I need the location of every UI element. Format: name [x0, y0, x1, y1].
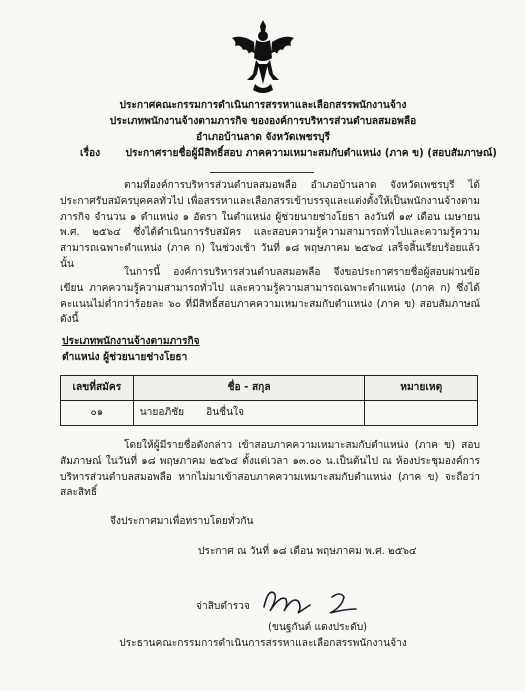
position-label: ตำแหน่ง ผู้ช่วยนายช่างโยธา [62, 352, 188, 363]
signer-title: ประธานคณะกรรมการดำเนินการสรรหาและเลือกสรรพนักงานจ้าง [119, 638, 407, 649]
header-line-3: อำเภอบ้านลาด จังหวัดเพชรบุรี [196, 132, 330, 143]
cell-name [133, 401, 365, 426]
candidate-table [60, 375, 478, 426]
cell-remark [365, 401, 478, 426]
table-row [61, 401, 478, 426]
cell-application-no: ๐๑ [61, 401, 134, 426]
subject-text: ประกาศรายชื่อผู้มีสิทธิ์สอบ ภาคความเหมาะสมกับตำแหน่ง (ภาค ข) (สอบสัมภาษณ์) [125, 148, 497, 159]
signature-prefix: จ่าสิบตำรวจ [196, 601, 250, 612]
table-header-row [61, 376, 478, 401]
subject-line [80, 146, 497, 162]
body-paragraph-1: ตามที่องค์การบริหารส่วนตำบลสมอพลือ อำเภอบ้านลาด จังหวัดเพชรบุรี ได้ประกาศรับสมัครบุคคลทั่วไป เพื่อสรรหาและเลือกสรรเข้าบรรจุและแต่งตั้งให้เป็นพนักงานจ้างตามภารกิจ จำนวน ๑ ตำแหน่ง ๑ อัตรา ในตำแหน่ง ผู้ช่วยนายช่างโยธา ลงวันที่ ๑๙ เดือน เมษายน พ.ศ. ๒๕๖๔ ซึ่งได้ดำเนินการรับสมัคร และสอบความรู้ความสามารถทั่วไปและความรู้ความสามารถเฉพาะตำแหน่ง (ภาค ก) ในช่วงเช้า วันที่ ๑๘ พฤษภาคม ๒๕๖๔ เสร็จสิ้นเรียบร้อยแล้ว นั้น [60, 180, 480, 271]
body-paragraph-3: โดยให้ผู้มีรายชื่อดังกล่าว เข้าสอบภาคความเหมาะสมกับตำแหน่ง (ภาค ข) สอบสัมภาษณ์ ในวันที่ ๑๘ พฤษภาคม ๒๕๖๔ ตั้งแต่เวลา ๑๓.๐๐ น.เป็นต้นไป ณ ห้องประชุมองค์การบริหารส่วนตำบลสมอพลือ หากไม่มาเข้าสอบภาคความเหมาะสมกับตำแหน่ง (ภาค ข) จะถือว่าสละสิทธิ์ [60, 440, 480, 499]
header-line-2: ประเภทพนักงานจ้างตามภารกิจ ขององค์การบริหารส่วนตำบลสมอพลือ [109, 116, 417, 127]
col-header-remark: หมายเหตุ [365, 376, 478, 401]
announce-line: จึงประกาศมาเพื่อทราบโดยทั่วกัน [110, 516, 254, 527]
header-line-1: ประกาศคณะกรรมการดำเนินการสรรหาและเลือกสรรพนักงานจ้าง [119, 100, 407, 111]
garuda-emblem-icon [229, 18, 297, 96]
subject-label: เรื่อง [80, 148, 101, 159]
section-title: ประเภทพนักงานจ้างตามภารกิจ [62, 336, 200, 347]
signer-name: (ขนฐกันต์ แดงประดับ) [268, 622, 368, 633]
header-divider [210, 172, 314, 173]
date-line: ประกาศ ณ วันที่ ๑๘ เดือน พฤษภาคม พ.ศ. ๒๕๖๔ [198, 546, 417, 557]
col-header-name: ชื่อ - สกุล [133, 376, 365, 401]
cell-first-name: นายอภิชัย [139, 407, 185, 419]
col-header-application-no: เลขที่สมัคร [61, 376, 134, 401]
body-paragraph-2: ในการนี้ องค์การบริหารส่วนตำบลสมอพลือ จึงขอประกาศรายชื่อผู้สอบผ่านข้อเขียน ภาคความรู้ความสามารถทั่วไป และความรู้ความสามารถเฉพาะตำแหน่ง (ภาค ก) ซึ่งได้คะแนนไม่ต่ำกว่าร้อยละ ๖๐ ที่มีสิทธิ์สอบภาคความเหมาะสมกับตำแหน่ง (ภาค ข) สอบสัมภาษณ์ ดังนี้ [60, 267, 480, 326]
cell-last-name: อินชื่นใจ [206, 407, 244, 419]
handwritten-signature [258, 585, 378, 621]
